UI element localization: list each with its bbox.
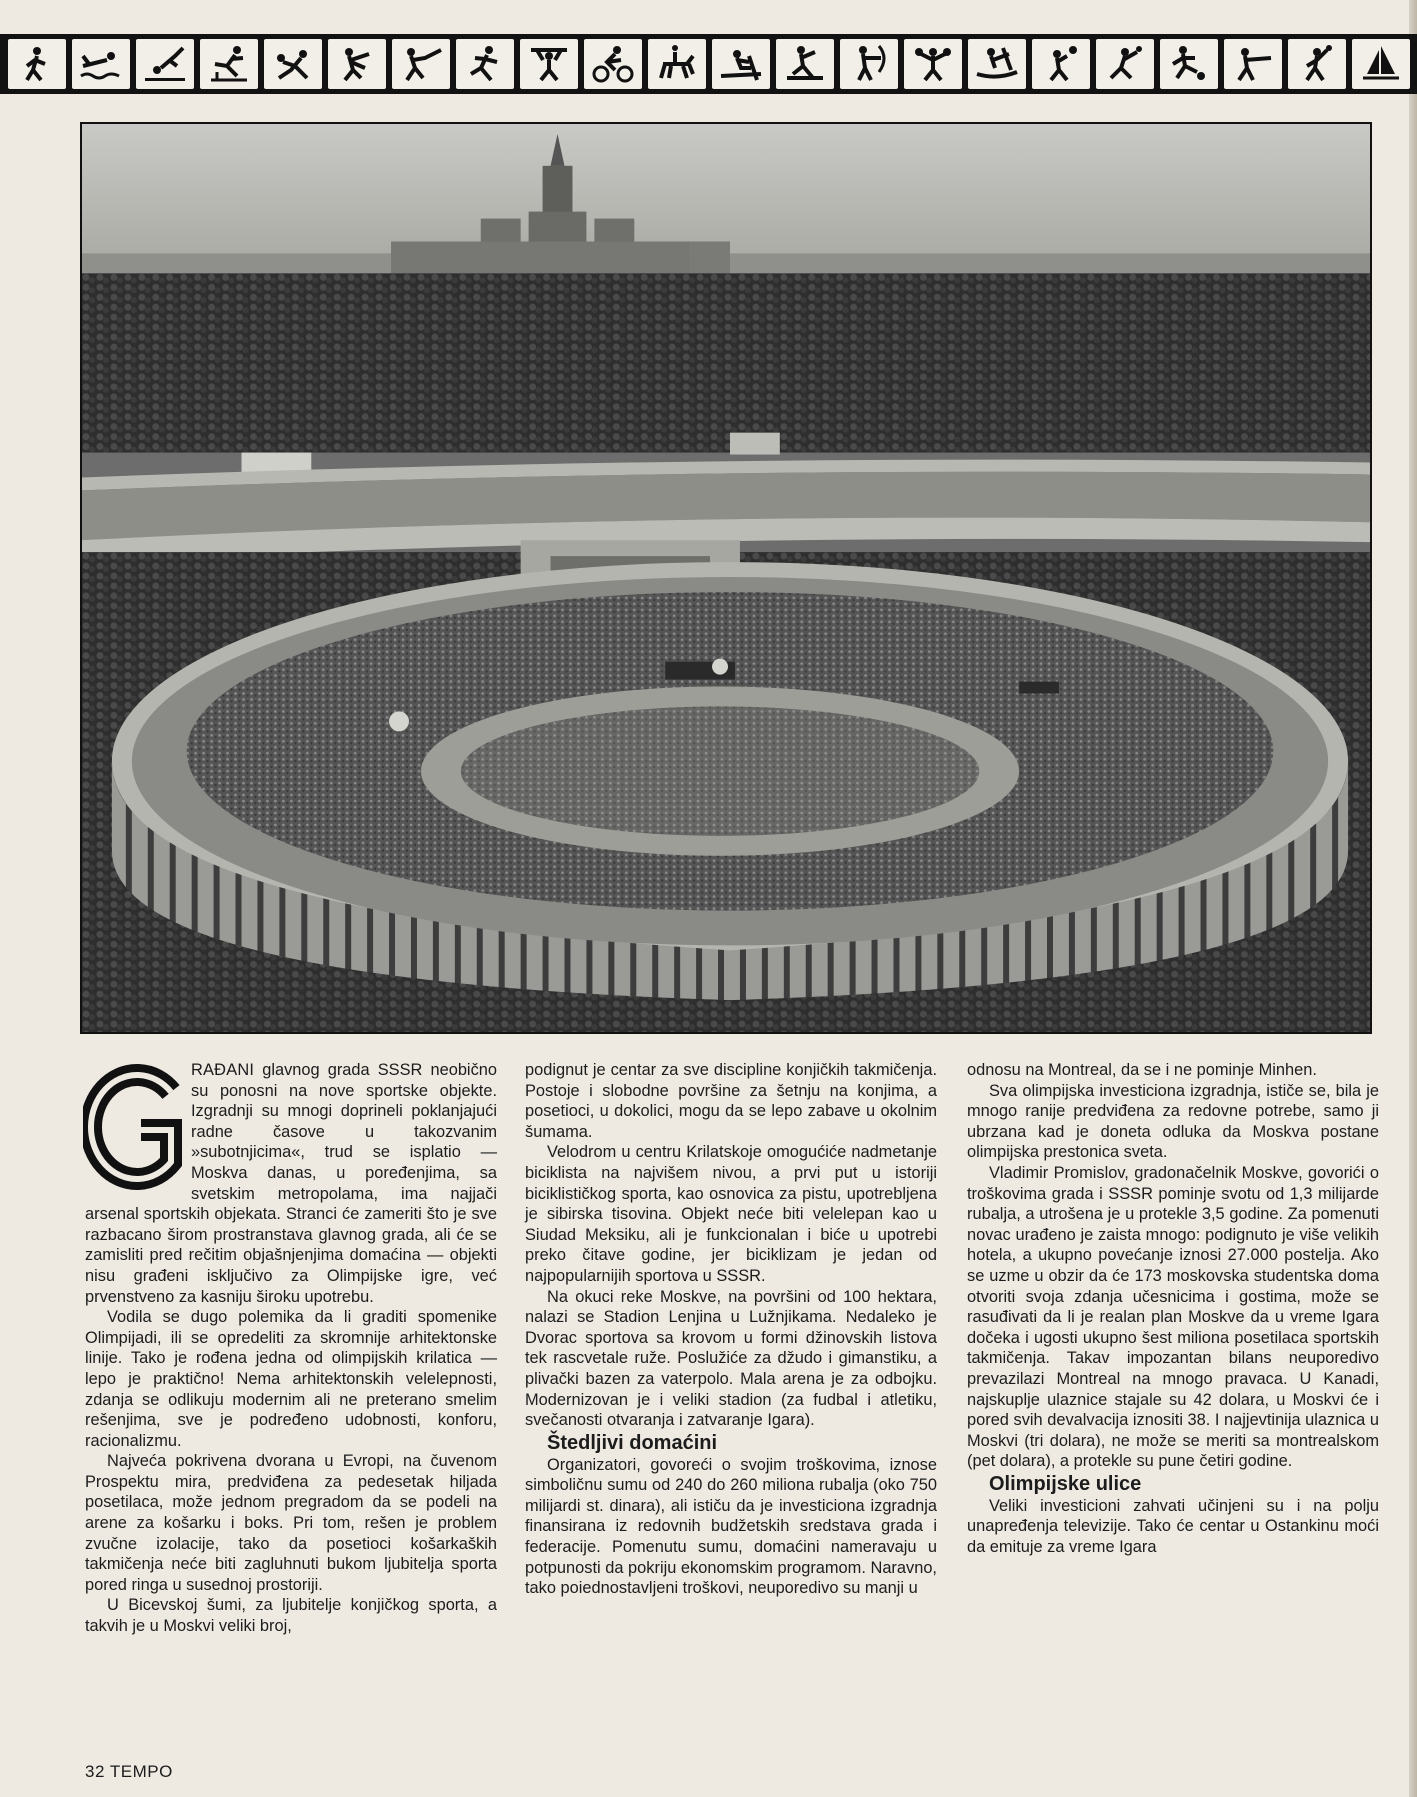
volleyball-icon (1032, 39, 1090, 89)
fencing-icon (392, 39, 450, 89)
lead-caps: RAĐANI (191, 1061, 255, 1079)
page-footer (85, 1762, 173, 1782)
shooting-icon (1224, 39, 1282, 89)
article-paragraph: Veliki investicioni zahvati učinjeni su i na polju unapređenja televizije. Tako će centar u Ostankinu moći da emituje za vreme Igara (967, 1496, 1379, 1557)
article-paragraph: Vladimir Promislov, gradonačelnik Moskve, govorići o troškovima grada i SSSR pominje svotu od 1,3 milijarde rubalja, a utrošena je u protekle 3,5 godine. Za pomenuti novac urađeno je zaista mnogo: podignuto je više velikih hotela, a ukupno povećanje iznosi 27.000 postelja. Ako se uzme u obzir da će 173 moskovska studentska doma otvoriti svoja zdanja učesnicima i gostima, može se rasuđivati da li je realan plan Moskve da u vreme Igara dočeka i ugosti ukupno šest miliona posetilaca sportskih takmičenja. Takav impozantan bilans neuporedivo prevazilazi Montreal na mnogo pravaca. U Kanadi, najskuplje ulaznice stajale su 42 dolara, u Moskvi će i pored svih devalvacija iznositi 38. I najjevtinija ulaznica u Moskvi (tri dolara), ne može se meriti sa montrealskom (pet dolara), a protekle su pune četiri godine. (967, 1163, 1379, 1471)
basketball-icon (1288, 39, 1346, 89)
sailing-icon (1352, 39, 1410, 89)
diving-icon (136, 39, 194, 89)
sport-pictogram-strip (0, 34, 1417, 94)
article-paragraph: Vodila se dugo polemika da li graditi spomenike Olimpijadi, ili se opredeliti za skromnije arhitektonske linije. Tako je rođena jedna od olimpijskih krilatica — lepo je praktično! Nema arhitektonskih velelepnosti, zdanja se odlikuju modernim ali ne preterano smelim rešenjima, sve je podređeno udobnosti, konforu, racionalizmu. (85, 1308, 497, 1450)
running-icon (456, 39, 514, 89)
handball-icon (1096, 39, 1154, 89)
equestrian-icon (648, 39, 706, 89)
canoe-icon (968, 39, 1026, 89)
wrestling-icon (264, 39, 322, 89)
cycling-icon (584, 39, 642, 89)
stadium-aerial-photo (80, 122, 1372, 1034)
football-icon (1160, 39, 1218, 89)
section-heading: Olimpijske ulice (989, 1472, 1142, 1495)
page-number: 32 (85, 1762, 105, 1781)
hurdles-icon (200, 39, 258, 89)
article-column-3 (967, 1060, 1379, 1558)
article-paragraph: U Bicevskoj šumi, za ljubitelje konjičkog sporta, a takvih je u Moskvi veliki broj, (85, 1596, 497, 1636)
athletics-icon (8, 39, 66, 89)
article-column-1 (85, 1060, 497, 1637)
rowing-icon (712, 39, 770, 89)
lead-text: glavnog grada SSSR neobično su ponosni na nove sportske objekte. Izgradnji su mnogi doprineli poklanjajući radne časove u takozvanim »subotnjicima«, trud se isplatio — Moskva danas, u poređenjima, sa svetskim metropolama, ima najjači arsenal sportskih objekata. Stranci će zameriti što je sve razbacano širom prostranstava glavnog grada, ali će se zamisliti pred rečitim objašnjenjima domaćina — objekti nisu građeni isključivo za Olimpijske igre, već prvenstveno za kasniju široku upotrebu. (85, 1061, 497, 1306)
article-paragraph: odnosu na Montreal, da se i ne pominje Minhen. (967, 1061, 1317, 1079)
boxing-icon (904, 39, 962, 89)
page-edge (1409, 0, 1417, 1797)
archery-icon (840, 39, 898, 89)
gymnastics-icon (776, 39, 834, 89)
dropcap-letter-g (83, 1064, 183, 1190)
judo-icon (328, 39, 386, 89)
article-paragraph: Velodrom u centru Krilatskoje omogućiće nadmetanje biciklista na najvišem nivou, a prvi put u istoriji biciklističkog sporta, kao osnovica za pistu, upotrebljena je sibirska tisovina. Objekt neće biti velelepan kao u Siudad Meksiku, ali je funkcionalan i biće u upotrebi preko čitave godine, jer biciklizam je jedan od najpopularnijih sportova u SSSR. (525, 1143, 937, 1285)
article-paragraph: Sva olimpijska investiciona izgradnja, ističe se, bila je mnogo ranije predviđena za redovne potrebe, samo ji ubrzana kad je doneta odluka da Moskva postane olimpijska prestonica sveta. (967, 1081, 1379, 1162)
article-paragraph: Najveća pokrivena dvorana u Evropi, na čuvenom Prospektu mira, predviđena za pedesetak hiljada posetilaca, može jednom pregradom da se podeli na arene za košarku i boks. Pri tom, rešen je problem zvučne izolacije, tako da posetioci košarkaških takmičenja neće biti zagluhnuti bukom ljubitelja sporta pored ringa u susednoj prostoriji. (85, 1452, 497, 1594)
article-paragraph: podignut je centar za sve discipline konjičkih takmičenja. Postoje i slobodne površine za šetnju na konjima, a posetioci, u dokolici, mogu da se lepo zabave u okolnim šumama. (525, 1061, 937, 1141)
section-heading: Štedljivi domaćini (547, 1431, 718, 1454)
article-paragraph: Organizatori, govoreći o svojim troškovima, iznose simboličnu sumu od 240 do 260 miliona rubalja (oko 750 milijardi st. dinara), ali ističu da je investiciona izgradnja finansirana iz redovnih budžetskih sredstava grada i federacije. Pomenutu sumu, domaćini nameravaju u potpunosti da pokriju ekonomskim programom. Naravno, tako poiednostavljeni troškovi, neuporedivo su manji u (525, 1455, 937, 1598)
article-column-2 (525, 1060, 937, 1599)
article-paragraph: Na okuci reke Moskve, na površini od 100 hektara, nalazi se Stadion Lenjina u Lužnjikama. Nedaleko je Dvorac sportova sa krovom u formi džinovskih listova tek rascvetale ruže. Poslužiće za džudo i gimanstiku, a plivački bazen za vaterpolo. Mala arena je za odbojku. Modernizovan je i veliki stadion (za fudbal i atletiku, svečanosti otvaranja i zatvaranje Igara). (525, 1287, 937, 1430)
swimming-icon (72, 39, 130, 89)
magazine-name: TEMPO (109, 1762, 173, 1781)
weightlifting-icon (520, 39, 578, 89)
